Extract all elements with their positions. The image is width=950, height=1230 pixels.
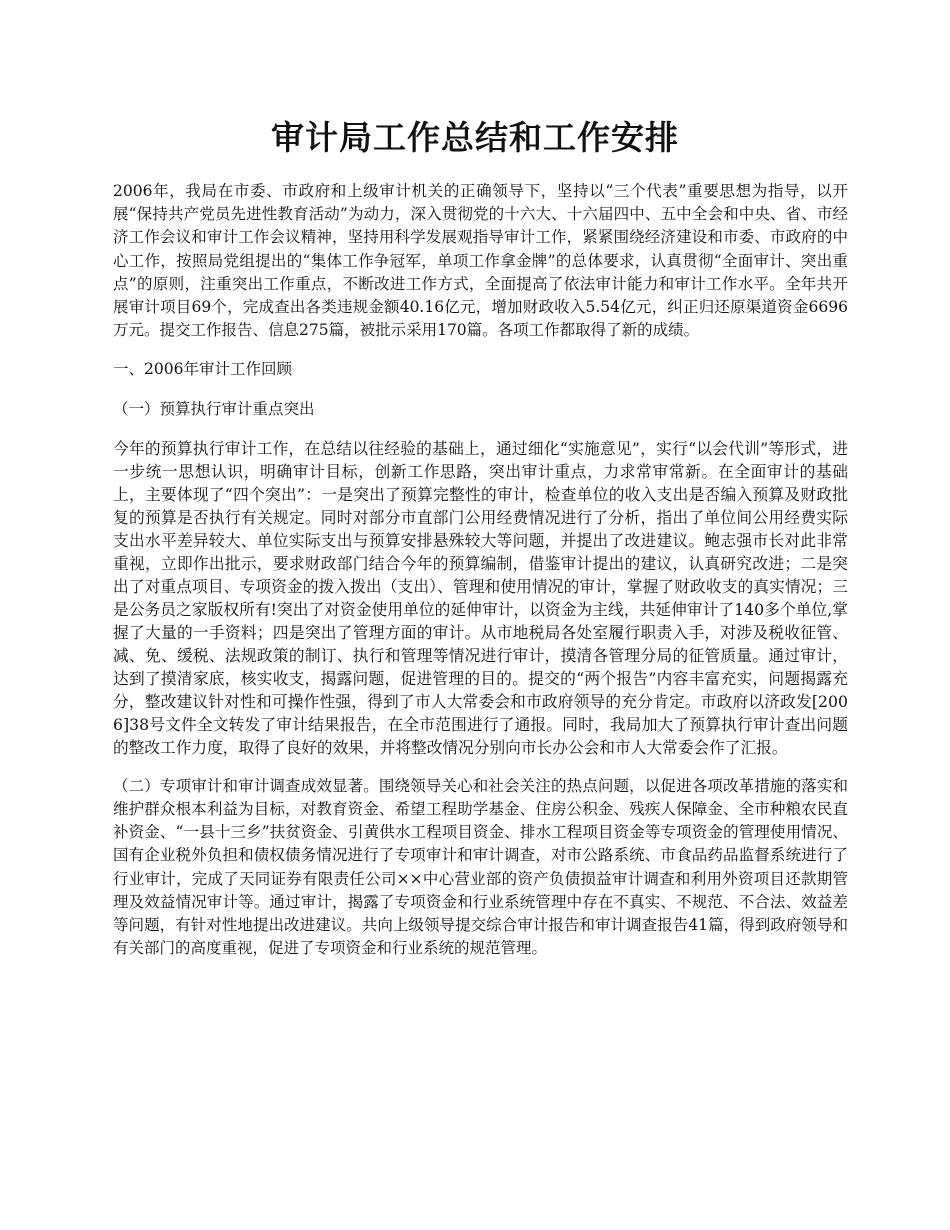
subsection-heading: （一）预算执行审计重点突出 — [113, 399, 315, 418]
special-audit-paragraph: （二）专项审计和审计调查成效显著。围绕领导关心和社会关注的热点问题，以促进各项改革措施的落实和维护群众根本利益为目标，对教育资金、希望工程助学基金、住房公积金、残疾人保障金、全市种粮农民直补资金、“一县十三乡”扶贫资金、引黄供水工程项目资金、排水工程项目资金等专项资金的管理使用情况、国有企业税外负担和债权债务情况进行了专项审计和审计调查，对市公路系统、市食品药品监督系统进行了行业审计，完成了天同证券有限责任公司××中心营业部的资产负债损益审计调查和利用外资项目还款期管理及效益情况审计等。通过审计，揭露了专项资金和行业系统管理中存在不真实、不规范、不合法、效益差等问题，有针对性地提出改进建议。共向上级领导提交综合审计报告和审计调查报告41篇，得到政府领导和有关部门的高度重视，促进了专项资金和行业系统的规范管理。 — [113, 776, 848, 958]
intro-paragraph: 2006年，我局在市委、市政府和上级审计机关的正确领导下，坚持以“三个代表”重要思想为指导，以开展“保持共产党员先进性教育活动”为动力，深入贯彻党的十六大、十六届四中、五中全会和中央、省、市经济工作会议和审计工作会议精神，坚持用科学发展观指导审计工作，紧紧围绕经济建设和市委、市政府的中心工作，按照局党组提出的“集体工作争冠军，单项工作拿金牌”的总体要求，认真贯彻“全面审计、突出重点”的原则，注重突出工作重点，不断改进工作方式，全面提高了依法审计能力和审计工作水平。全年共开展审计项目69个，完成查出各类违规金额40.16亿元，增加财政收入5.54亿元，纠正归还原渠道资金6696万元。提交工作报告、信息275篇，被批示采用170篇。各项工作都取得了新的成绩。 — [113, 182, 848, 340]
section-heading: 一、2006年审计工作回顾 — [113, 360, 292, 379]
document-body — [113, 180, 848, 960]
document-title: 审计局工作总结和工作安排 — [271, 118, 679, 157]
budget-audit-paragraph: 今年的预算执行审计工作，在总结以往经验的基础上，通过细化“实施意见”，实行“以会代训”等形式，进一步统一思想认识，明确审计目标，创新工作思路，突出审计重点，力求常审常新。在全面审计的基础上，主要体现了“四个突出”：一是突出了预算完整性的审计，检查单位的收入支出是否编入预算及财政批复的预算是否执行有关规定。同时对部分市直部门公用经费情况进行了分析，指出了单位间公用经费实际支出水平差异较大、单位实际支出与预算安排悬殊较大等问题，并提出了改进建议。鲍志强市长对此非常重视，立即作出批示，要求财政部门结合今年的预算编制，借鉴审计提出的建议，认真研究改进；二是突出了对重点项目、专项资金的拨入拨出（支出）、管理和使用情况的审计，掌握了财政收支的真实情况；三是公务员之家版权所有!突出了对资金使用单位的延伸审计，以资金为主线，共延伸审计了140多个单位,掌握了大量的一手资料；四是突出了管理方面的审计。从市地税局各处室履行职责入手，对涉及税收征管、减、免、缓税、法规政策的制订、执行和管理等情况进行审计，摸清各管理分局的征管质量。通过审计，达到了摸清家底，核实收支，揭露问题，促进管理的目的。提交的“两个报告”内容丰富充实，问题揭露充分，整改建议针对性和可操作性强，得到了市人大常委会和市政府领导的充分肯定。市政府以济政发[2006]38号文件全文转发了审计结果报告，在全市范围进行了通报。同时，我局加大了预算执行审计查出问题的整改工作力度，取得了良好的效果，并将整改情况分别向市长办公会和市人大常委会作了汇报。 — [113, 438, 848, 757]
